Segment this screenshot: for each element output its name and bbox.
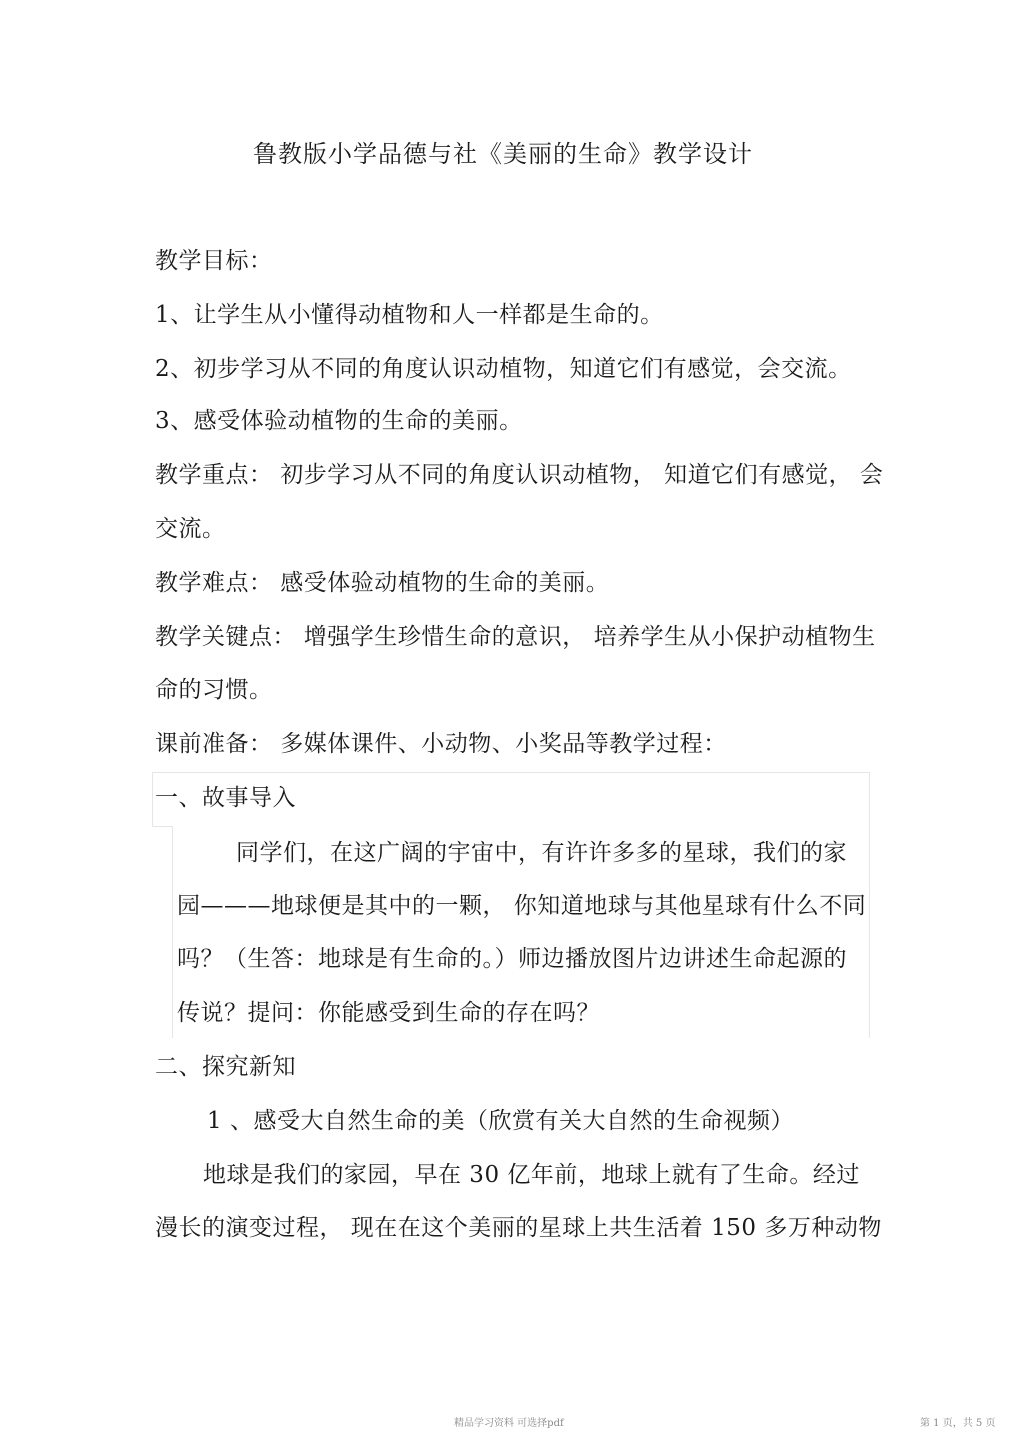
footer-page-number: 第 1 页，共 5 页: [920, 1418, 996, 1429]
section-story-intro: 一、故事导入: [155, 785, 296, 811]
section-explore: 二、探究新知: [155, 1054, 296, 1080]
goal-item-1: 1、让学生从小懂得动植物和人一样都是生命的。: [155, 302, 664, 328]
story-line-3: 吗？（生答：地球是有生命的。）师边播放图片边讲述生命起源的: [177, 946, 847, 972]
story-box-right-border: [869, 772, 870, 1038]
explore-paragraph-line-2: 漫长的演变过程， 现在在这个美丽的星球上共生活着 150 多万种动物: [155, 1215, 882, 1241]
preparation-line: 课前准备： 多媒体课件、小动物、小奖品等教学过程：: [155, 731, 727, 757]
goal-item-2: 2、初步学习从不同的角度认识动植物，知道它们有感觉，会交流。: [155, 356, 852, 382]
explore-subheading-1: 1 、感受大自然生命的美（欣赏有关大自然的生命视频）: [207, 1108, 794, 1134]
section-teaching-goals: 教学目标：: [155, 248, 273, 274]
document-title: 鲁教版小学品德与社《美丽的生命》教学设计: [253, 140, 753, 168]
key-points-line-1: 教学重点： 初步学习从不同的角度认识动植物， 知道它们有感觉， 会: [155, 462, 884, 488]
story-line-4: 传说？提问：你能感受到生命的存在吗？: [177, 1000, 600, 1026]
difficulty-line: 教学难点： 感受体验动植物的生命的美丽。: [155, 570, 610, 596]
explore-paragraph-line-1: 地球是我们的家园，早在 30 亿年前，地球上就有了生命。经过: [203, 1162, 860, 1188]
story-line-1: 同学们，在这广阔的宇宙中，有许许多多的星球，我们的家: [236, 840, 847, 866]
key-focus-line-2: 命的习惯。: [155, 677, 273, 703]
story-line-2: 园———地球便是其中的一颗， 你知道地球与其他星球有什么不同: [177, 893, 867, 919]
footer-left: 精品学习资料 可选择pdf: [454, 1418, 564, 1429]
story-box-left-border: [152, 772, 153, 826]
story-box-inner-left-border: [172, 826, 173, 1038]
story-box-notch: [152, 826, 172, 827]
key-points-line-2: 交流。: [155, 516, 226, 542]
key-focus-line-1: 教学关键点： 增强学生珍惜生命的意识， 培养学生从小保护动植物生: [155, 624, 876, 650]
story-box-top-border: [152, 772, 870, 773]
goal-item-3: 3、感受体验动植物的生命的美丽。: [155, 408, 523, 434]
